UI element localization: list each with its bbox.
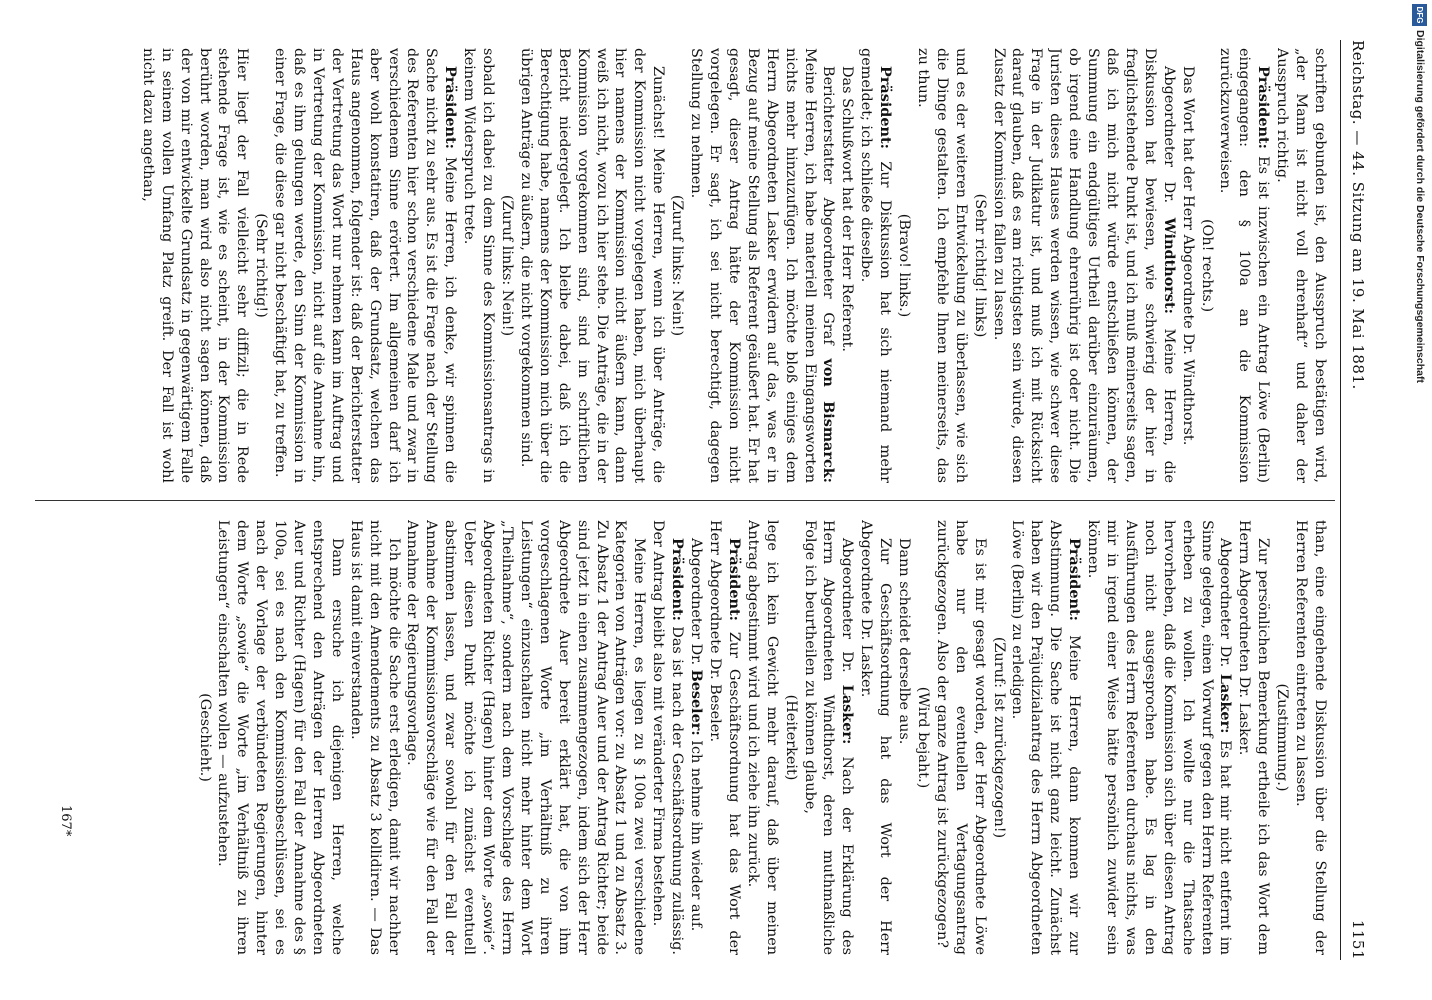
interjection: (Geschieht.) <box>196 693 213 782</box>
dfg-credit-text: Digitalisierung gefördert durch die Deutsche Forschungsgemeinschaft <box>1414 30 1426 383</box>
speech-text: Es hat mir nicht entfernt im Sinne gelegen, einen Vorwurf gegen den Herrn Referenten erheben zu wollen. Ich wollte nur die Thatsache hervorheben, daß die Kommission sich über diesen Antrag noch nicht ausgesprochen habe. Es lag in den Ausführungen des Herrn Referenten durchaus nichts, was mir in irgend einer Weise hätte persönlich zuwider sein können. <box>1085 520 1234 955</box>
speaker-title: Abgeordneter Dr. <box>1160 66 1177 218</box>
speech-text: Meine Herren, ich habe materiell meinen Eingangsworten nichts mehr hinzuzufügen. Ich möchte bloß einiges dem Herrn Abgeordneten Lasker erwidern auf das, was er in Bezug auf meine Stellung als Referent geäußert hat. Er hat gesagt, dieser Antrag hätte der Kommission nicht vorgelegen. Er sagt, ich sei nicht berechtigt, dagegen Stellung zu nehmen. <box>688 48 818 483</box>
speaker-name: von Bismarck: <box>820 358 838 483</box>
speech-paragraph <box>1008 520 1084 955</box>
body-paragraph: Dann ersuche ich diejenigen Herren, welche entsprechend den Anträgen der Herren Abgeordneten Auer und Richter (Hagen) für den Fall der Annahme des § 100a, sei es nach den Kommissionsbeschlüssen, sei es nach der Vorlage der verbündeten Regierungen, hinter dem Worte „sowie“ die Worte „im Verhältniß zu ihren Leistungen“ einschalten wollen — aufzustehen. <box>215 520 345 955</box>
speech-text: Zur Diskussion hat sich niemand mehr gemeldet; ich schließe dieselbe. <box>858 48 894 483</box>
page-header <box>1343 40 1373 960</box>
body-paragraph: Zunächst! Meine Herren, wenn ich über Anträge, die der Kommission nicht vorgelegen haben, mich überhaupt hier namens der Kommission nicht äußern kann, dann weiß ich nicht, wozu ich hier stehe. Die Anträge, die in der Kommission vorgekommen sind, sind im schriftlichen Bericht niedergelegt. Ich bleibe dabei, daß ich die Berechtigung habe, namens der Kommission mich über die übrigen Anträge zu äußern, die nicht vorgekommen sind. <box>517 48 667 483</box>
speaker-name: Präsident: <box>669 538 687 621</box>
speaker-title: Abgeordneter Dr. <box>1217 538 1234 674</box>
interjection: (Zustimmung.) <box>1274 683 1291 792</box>
speech-text: Ich nehme ihn wieder auf. <box>688 735 705 932</box>
body-paragraph: und es der weiteren Entwickelung zu überlassen, wie sich die Dinge gestalten. Ich empfehle Ihnen meinerseits, das zu thun. <box>914 48 969 483</box>
header-title: Reichstag. — 44. Sitzung am 19. Mai 1881. <box>1349 40 1367 390</box>
body-paragraph: lege ich kein Gewicht mehr darauf, daß über meinen Antrag abgestimmt wird und ich ziehe ihn zurück. <box>744 520 780 955</box>
speaker-name: Präsident: <box>725 538 743 621</box>
dfg-credit-strip <box>1406 0 1432 1000</box>
speech-paragraph <box>648 520 686 955</box>
column-divider <box>35 500 1335 501</box>
body-paragraph: Meine Herren, es liegen zu § 100a zwei verschiedene Kategorien von Anträgen vor: zu Absatz 1 und zu Absatz 3. Zu Absatz 1 der Antrag Auer und der Antrag Richter; beide sind jetzt in einen zusammengezogen, indem sich der Herr Abgeordnete Auer bereit erklärt hat, die von ihm vorgeschlagenen Worte „im Verhältniß zu ihren Leistungen“ einzuschalten nicht mehr hinter dem Wort „Theilnahme“, sondern nach dem Vorschlage des Herrn Abgeordneten Richter (Hagen) hinter dem Worte „sowie“. Ueber diesen Punkt möchte ich zunächst eventuell abstimmen lassen, und zwar sowohl für den Fall der Annahme der Kommissionsvorschläge wie für den Fall der Annahme der Regierungsvorlage. <box>404 520 648 955</box>
speech-paragraph <box>686 48 837 483</box>
dfg-credit-rotated <box>1406 0 1432 1000</box>
speaker-name: Präsident: <box>877 66 895 149</box>
interjection: (Heiterkeit) <box>782 694 799 781</box>
speech-paragraph <box>1083 520 1234 955</box>
interjection: (Sehr richtig! links) <box>971 193 988 338</box>
body-paragraph: Das Schlußwort hat der Herr Referent. <box>839 66 856 352</box>
interjection: (Oh! rechts.) <box>1198 218 1215 313</box>
interjection: (Zuruf links: Nein!) <box>669 194 686 337</box>
body-paragraph: Es ist mir gesagt worden, der Herr Abgeordnete Löwe habe nur den eventuellen Vertagungsantrag zurückgezogen. Also der ganze Antrag ist zurückgezogen? <box>933 520 988 955</box>
dfg-logo: DFG <box>1412 4 1427 26</box>
right-column <box>9 520 1329 955</box>
speech-text: Meine Herren, dann kommen wir zur Abstimmung. Die Sache ist nicht ganz leicht. Zunächst haben wir den Präjudizialantrag des Herrn Abgeordneten Löwe (Berlin) zu erledigen. <box>1009 520 1083 955</box>
speech-paragraph <box>705 520 743 955</box>
body-paragraph: Hier liegt der Fall vielleicht sehr diffizil; die in Rede stehende Frage ist, wie es scheint, in der Kommission berührt worden, man wird also nicht sagen können, daß der von mir entwickelte Grundsatz in gegenwärtigem Falle in seinem vollen Umfang Platz greift. Der Fall ist wohl nicht dazu angethan, <box>139 48 251 483</box>
speech-text: Meine Herren, die Diskussion hat bewiesen, wie schwierig der hier in fraglichstehende Punkt ist, und ich muß meinerseits sagen, daß ich mich nicht würde entschließen können, der Summung ein endgültiges Urtheil darüber einzuräumen, ob irgend eine Handlung ehrenrührig ist oder nicht. Die Juristen dieses Hauses werden wissen, wie schwer diese Frage in der Judikatur ist, und muß ich mit Rücksicht darauf glauben, daß es am richtigsten sein würde, diesen Zusatz der Kommission fallen zu lassen. <box>990 48 1177 483</box>
body-paragraph: schriften gebunden ist, den Ausspruch bestätigen wird, „der Mann ist nicht voll ehrenhaft“ und daher der Ausspruch richtig. <box>1274 48 1328 483</box>
left-column <box>9 48 1329 483</box>
body-paragraph: Zur persönlichen Bemerkung ertheile ich das Wort dem Herrn Abgeordneten Dr. Lasker. <box>1236 520 1272 955</box>
speaker-title: Abgeordneter Dr. <box>688 538 705 670</box>
speech-paragraph <box>856 48 894 483</box>
interjection: (Zuruf: Ist zurückgezogen!) <box>990 636 1007 839</box>
speech-paragraph <box>800 520 857 955</box>
speech-text: Nach der Erklärung des Herrn Abgeordneten Windthorst, deren muthmaßliche Folge ich beurtheilen zu können glaube, <box>801 520 856 955</box>
speech-paragraph <box>686 520 705 955</box>
speech-text: Zur Geschäftsordnung hat das Wort der Herr Abgeordnete Dr. Beseler. <box>707 520 742 955</box>
speech-text: Es ist inzwischen ein Antrag Löwe (Berlin) eingegangen: den § 100a an die Kommission zurückzuverweisen. <box>1217 48 1272 483</box>
speaker-title: Berichterstatter Abgeordneter Graf <box>820 66 837 359</box>
speaker-name: Windthorst: <box>1160 217 1178 314</box>
speaker-name: Lasker: <box>839 684 857 745</box>
body-paragraph: Zur Geschäftsordnung hat das Wort der Herr Abgeordnete Dr. Lasker. <box>858 520 894 955</box>
body-paragraph: sobald ich dabei zu dem Sinne des Kommissionsantrags in keinem Widerspruch trete. <box>461 48 497 483</box>
page-number: 1151 <box>1349 919 1367 960</box>
speaker-name: Beseler: <box>688 669 706 736</box>
body-paragraph: Ich möchte die Sache erst erledigen, damit wir nachher nicht mit den Amendements zu Absatz 3 kollidiren. — Das Haus ist damit einverstanden. <box>347 520 402 955</box>
header-rule <box>1340 40 1341 960</box>
speaker-title: Abgeordneter Dr. <box>839 538 856 685</box>
sheet-signature: 167* <box>58 805 73 837</box>
speaker-name: Lasker: <box>1217 673 1235 734</box>
interjection: (Zuruf links: Nein!) <box>499 194 516 337</box>
speech-paragraph <box>1216 48 1273 483</box>
body-paragraph: than, eine eingehende Diskussion über die Stellung der Herren Referenten eintreten zu lassen. <box>1293 520 1328 955</box>
speaker-name: Präsident: <box>442 66 460 149</box>
speech-paragraph <box>270 48 459 483</box>
body-paragraph: Das Wort hat der Herr Abgeordnete Dr. Windthorst. <box>1179 66 1196 446</box>
interjection: (Wird bejaht.) <box>914 686 931 789</box>
speech-text: Meine Herren, ich denke, wir spinnen die Sache nicht zu sehr aus. Es ist die Frage nach der Stellung des Referenten hier schon verschiedene Male und zwar in verschiedenem Sinne erörtert. Im allgemeinen darf ich aber wohl konstatiren, daß der Grundsatz, welchen das Haus angenommen, folgender ist: daß der Berichterstatter der Vertretung das Wort nur nehmen kann im Auftrag und in Vertretung der Kommission, nicht auf die Annahme hin, daß es ihm gelungen werde, den Sinn der Kommission in einer Frage, die diese gar nicht beschäftigt hat, zu treffen. <box>272 48 459 483</box>
body-paragraph: Dann scheidet derselbe aus. <box>896 538 913 745</box>
interjection: (Bravo! links.) <box>896 213 913 318</box>
interjection: (Sehr richtig!) <box>253 213 270 318</box>
speaker-name: Präsident: <box>1066 538 1084 621</box>
speech-text: Das ist nach der Geschäftsordnung zulässig. Der Antrag bleibt also mit veränderter Firma bestehen. <box>650 520 686 955</box>
speaker-name: Präsident: <box>1255 66 1273 149</box>
speech-paragraph <box>989 48 1178 483</box>
